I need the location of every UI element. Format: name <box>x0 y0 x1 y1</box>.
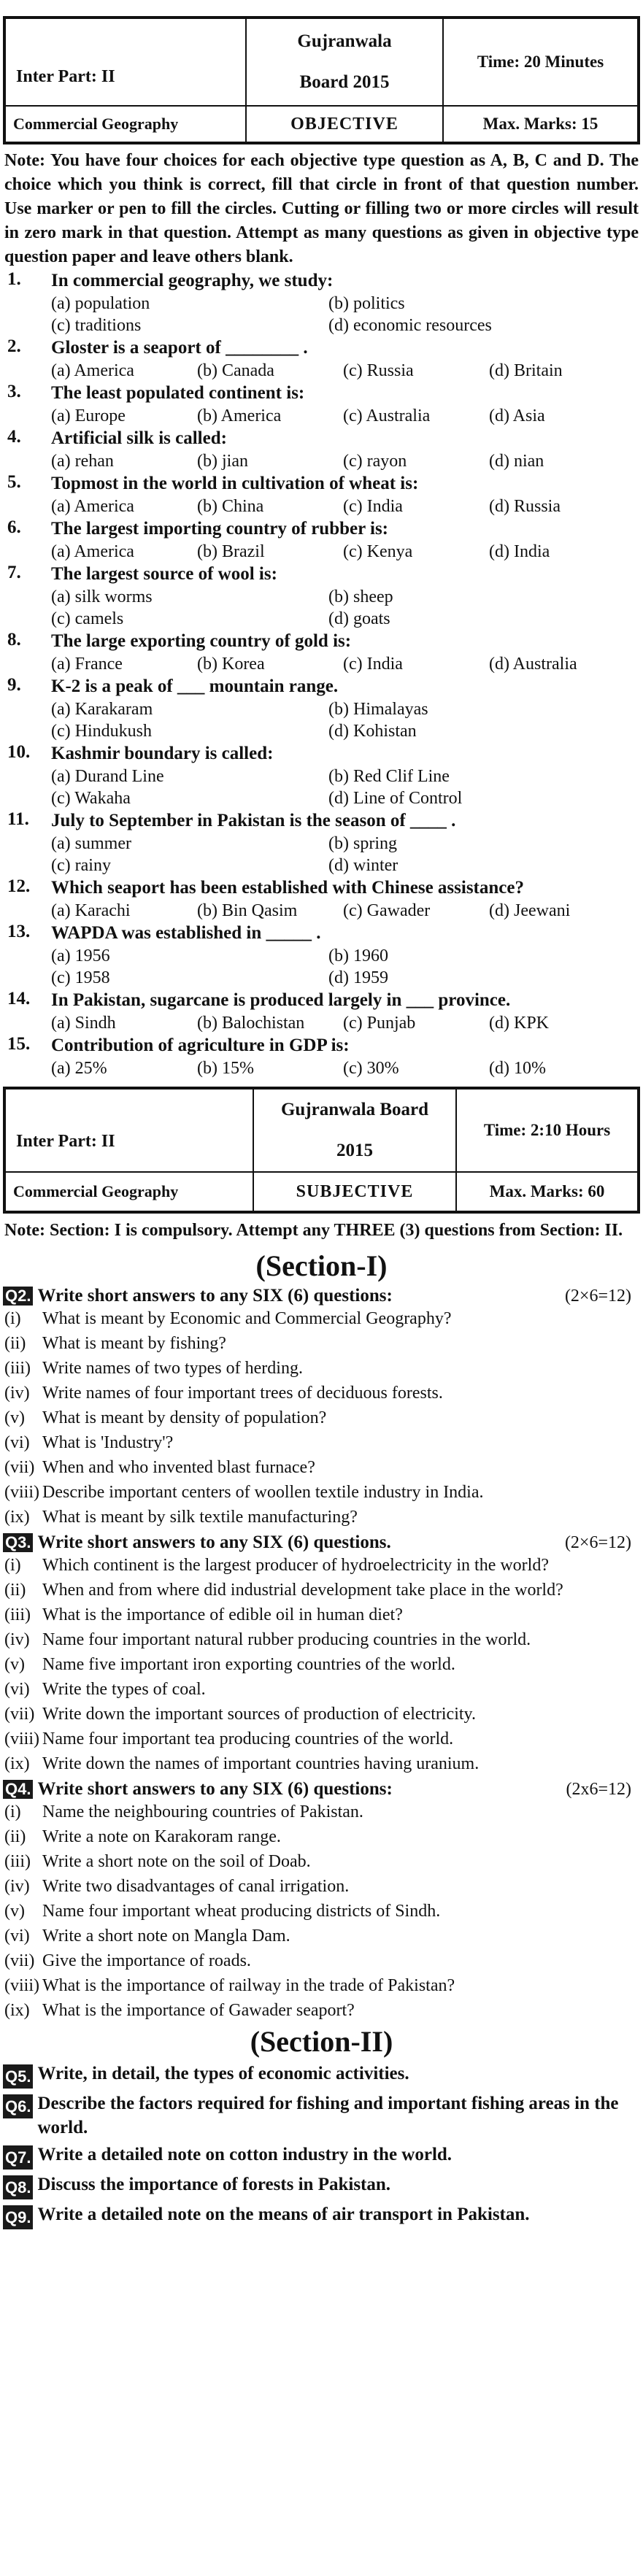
option: (a) 25% <box>51 1059 107 1078</box>
sub-question <box>3 1331 640 1356</box>
sub-question-text: Write the types of coal. <box>42 1680 206 1699</box>
option: (c) Gawader <box>343 901 431 920</box>
sub-question-text: Name four important tea producing countries of the world. <box>42 1729 454 1748</box>
sub-question-number: (iv) <box>4 1384 30 1403</box>
sub-question-text: What is meant by silk textile manufacturing? <box>42 1508 358 1527</box>
sub-question-number: (viii) <box>4 1976 39 1995</box>
question-number: 5. <box>7 472 21 492</box>
option-list <box>3 405 640 427</box>
sub-question-text: Name the neighbouring countries of Pakistan. <box>42 1802 363 1821</box>
part-label: Inter Part: II <box>5 18 246 106</box>
option: (a) rehan <box>51 452 114 471</box>
option: (b) spring <box>328 834 397 853</box>
option: (b) jian <box>197 452 248 471</box>
sub-question-number: (ii) <box>4 1334 26 1353</box>
sub-question-number: (viii) <box>4 1483 39 1502</box>
sub-question-number: (iii) <box>4 1359 31 1378</box>
option: (b) Brazil <box>197 542 265 561</box>
question-number: 12. <box>7 876 31 896</box>
long-question <box>3 2091 640 2140</box>
mcq-question <box>3 517 640 541</box>
sub-question-number: (i) <box>4 1309 21 1328</box>
question-number: 3. <box>7 382 21 401</box>
sub-question-number: (ix) <box>4 2001 30 2020</box>
sub-question-text: Describe important centers of woollen textile industry in India. <box>42 1483 484 1502</box>
time-label: Time: 20 Minutes <box>443 18 638 106</box>
sub-question-text: Name four important wheat producing districts of Sindh. <box>42 1902 441 1921</box>
sub-question <box>3 1381 640 1405</box>
sub-question <box>3 1405 640 1430</box>
question-number: 11. <box>7 809 29 829</box>
sub-question-number: (vii) <box>4 1458 35 1477</box>
option: (b) Canada <box>197 361 274 380</box>
question-text: The large exporting country of gold is: <box>51 631 352 651</box>
section-2-title: (Section-II) <box>250 2025 393 2058</box>
time-label: Time: 2:10 Hours <box>456 1089 638 1172</box>
option: (d) Kohistan <box>328 722 417 741</box>
mcq-item <box>3 1034 640 1079</box>
mcq-question <box>3 809 640 833</box>
question-text: July to September in Pakistan is the season of ____ . <box>51 811 456 830</box>
short-question-heading <box>3 1779 640 1800</box>
question-text: Which seaport has been established with Chinese assistance? <box>51 878 524 898</box>
option: (a) summer <box>51 834 131 853</box>
sub-question <box>3 1924 640 1948</box>
option: (c) Russia <box>343 361 414 380</box>
question-number: 7. <box>7 563 21 582</box>
option: (a) America <box>51 497 134 516</box>
sub-question-text: What is meant by Economic and Commercial Geography? <box>42 1309 452 1328</box>
option-list <box>3 766 640 809</box>
option: (d) Australia <box>489 655 577 674</box>
question-number: 10. <box>7 742 31 762</box>
subject-label: Commercial Geography <box>5 1172 253 1211</box>
option: (a) population <box>51 294 150 313</box>
question-number: 9. <box>7 675 21 695</box>
option: (a) Karakaram <box>51 700 153 719</box>
mcq-item <box>3 989 640 1034</box>
sub-question-number: (vi) <box>4 1433 30 1452</box>
sub-question <box>3 1356 640 1381</box>
option: (d) Russia <box>489 497 561 516</box>
question-badge: Q9. <box>3 2205 33 2229</box>
long-question-text: Write a detailed note on cotton industry in the world. <box>37 2145 453 2164</box>
sub-question-text: When and who invented blast furnace? <box>42 1458 315 1477</box>
subjective-note: Note: Section: I is compulsory. Attempt any THREE (3) questions from Section: II. <box>4 1221 623 1240</box>
question-number: 4. <box>7 427 21 447</box>
option: (c) India <box>343 655 403 674</box>
question-number: 15. <box>7 1034 31 1054</box>
short-question-block <box>3 1532 640 1776</box>
option: (d) winter <box>328 856 398 875</box>
board-line-2: 2015 <box>336 1141 373 1160</box>
short-question-title: Write short answers to any SIX (6) questions. <box>37 1532 391 1552</box>
mcq-item <box>3 269 640 336</box>
question-badge: Q6. <box>3 2094 33 2118</box>
question-number: 13. <box>7 922 31 941</box>
long-question-text: Discuss the importance of forests in Pakistan. <box>37 2175 391 2194</box>
option: (a) America <box>51 542 134 561</box>
sub-question-number: (ix) <box>4 1754 30 1773</box>
board-line-1: Gujranwala Board <box>280 1100 429 1119</box>
option: (d) 10% <box>489 1059 546 1078</box>
mcq-question <box>3 269 640 293</box>
question-number: 2. <box>7 336 21 356</box>
option: (b) Bin Qasim <box>197 901 298 920</box>
mcq-question <box>3 336 640 360</box>
option: (d) Britain <box>489 361 563 380</box>
option: (b) Red Clif Line <box>328 767 450 786</box>
sub-question-text: Name five important iron exporting countries of the world. <box>42 1655 455 1674</box>
option-list <box>3 360 640 382</box>
option-list <box>3 586 640 630</box>
option: (b) America <box>197 406 282 425</box>
option-list <box>3 900 640 922</box>
mcq-question <box>3 1034 640 1057</box>
question-text: In Pakistan, sugarcane is produced largely in ___ province. <box>51 990 511 1010</box>
option: (c) Kenya <box>343 542 413 561</box>
sub-question <box>3 1652 640 1677</box>
mcq-question <box>3 922 640 945</box>
sub-question-number: (ii) <box>4 1827 26 1846</box>
question-text: Artificial silk is called: <box>51 428 227 448</box>
long-question <box>3 2143 640 2170</box>
option: (b) 15% <box>197 1059 254 1078</box>
section-1-title: (Section-I) <box>255 1249 388 1282</box>
sub-question-text: Give the importance of roads. <box>42 1951 251 1970</box>
marks-label: (2×6=12) <box>564 1532 631 1552</box>
option: (c) Hindukush <box>51 722 152 741</box>
sub-question <box>3 1849 640 1874</box>
mcq-question <box>3 876 640 900</box>
sub-question-number: (ii) <box>4 1581 26 1600</box>
option: (c) Punjab <box>343 1014 416 1033</box>
option: (d) economic resources <box>328 316 492 335</box>
mcq-item <box>3 742 640 809</box>
mcq-question <box>3 563 640 586</box>
mcq-question <box>3 427 640 450</box>
question-badge: Q4. <box>3 1780 33 1799</box>
question-text: Topmost in the world in cultivation of wheat is: <box>51 474 419 493</box>
subjective-header <box>3 1087 640 1214</box>
question-badge: Q3. <box>3 1533 33 1552</box>
question-number: 1. <box>7 269 21 289</box>
short-question-heading <box>3 1286 640 1306</box>
sub-question <box>3 1899 640 1924</box>
question-badge: Q5. <box>3 2064 33 2089</box>
sub-question-text: When and from where did industrial development take place in the world? <box>42 1581 563 1600</box>
long-question <box>3 2062 640 2089</box>
mcq-question <box>3 742 640 766</box>
option: (d) Line of Control <box>328 789 463 808</box>
mcq-item <box>3 563 640 630</box>
sub-question-number: (vii) <box>4 1705 35 1724</box>
short-question-title: Write short answers to any SIX (6) questions: <box>37 1779 393 1799</box>
sub-question <box>3 1998 640 2023</box>
sub-question-number: (iii) <box>4 1852 31 1871</box>
option-list <box>3 1012 640 1034</box>
sub-question <box>3 1505 640 1530</box>
option-list <box>3 293 640 336</box>
option: (c) India <box>343 497 403 516</box>
mcq-question <box>3 675 640 698</box>
board-label <box>253 1089 456 1172</box>
sub-question-number: (iii) <box>4 1605 31 1624</box>
option: (c) Australia <box>343 406 431 425</box>
short-question-title: Write short answers to any SIX (6) questions: <box>37 1286 393 1306</box>
sub-question <box>3 1973 640 1998</box>
question-badge: Q2. <box>3 1287 33 1306</box>
sub-question <box>3 1430 640 1455</box>
sub-question <box>3 1306 640 1331</box>
question-text: WAPDA was established in _____ . <box>51 923 321 943</box>
sub-question-number: (vi) <box>4 1680 30 1699</box>
option: (d) nian <box>489 452 544 471</box>
max-marks-label: Max. Marks: 60 <box>456 1172 638 1211</box>
sub-question-number: (v) <box>4 1655 25 1674</box>
board-line-2: Board 2015 <box>299 72 390 92</box>
sub-question-text: What is meant by fishing? <box>42 1334 226 1353</box>
sub-question-number: (iv) <box>4 1630 30 1649</box>
option: (c) rayon <box>343 452 407 471</box>
sub-question <box>3 1603 640 1627</box>
mcq-item <box>3 517 640 563</box>
mcq-question <box>3 382 640 405</box>
question-text: The largest importing country of rubber is: <box>51 519 389 539</box>
sub-question-text: Write two disadvantages of canal irrigation. <box>42 1877 350 1896</box>
sub-question-text: Write a note on Karakoram range. <box>42 1827 281 1846</box>
part-label: Inter Part: II <box>5 1089 253 1172</box>
sub-question-text: What is the importance of edible oil in human diet? <box>42 1605 403 1624</box>
option: (c) Wakaha <box>51 789 131 808</box>
board-line-1: Gujranwala <box>297 31 392 51</box>
sub-question-text: What is the importance of railway in the trade of Pakistan? <box>42 1976 455 1995</box>
sub-question <box>3 1578 640 1603</box>
sub-question <box>3 1455 640 1480</box>
sub-question-number: (viii) <box>4 1729 39 1748</box>
sub-question <box>3 1627 640 1652</box>
mcq-item <box>3 922 640 989</box>
sub-question-text: Which continent is the largest producer of hydroelectricity in the world? <box>42 1556 549 1575</box>
sub-question-text: Write names of two types of herding. <box>42 1359 303 1378</box>
mcq-item <box>3 382 640 427</box>
sub-question <box>3 1751 640 1776</box>
option: (b) 1960 <box>328 946 388 965</box>
mcq-item <box>3 630 640 675</box>
option: (b) China <box>197 497 264 516</box>
sub-question <box>3 1480 640 1505</box>
sub-question <box>3 1800 640 1824</box>
marks-label: (2x6=12) <box>566 1779 631 1799</box>
paper-type-label: SUBJECTIVE <box>253 1172 456 1211</box>
sub-question <box>3 1874 640 1899</box>
option: (c) traditions <box>51 316 142 335</box>
option: (b) Himalayas <box>328 700 428 719</box>
max-marks-label: Max. Marks: 15 <box>443 106 638 142</box>
sub-question-text: Write a short note on the soil of Doab. <box>42 1852 311 1871</box>
mcq-item <box>3 427 640 472</box>
sub-question <box>3 1948 640 1973</box>
sub-question-text: Write a short note on Mangla Dam. <box>42 1927 290 1946</box>
sub-question-text: Write names of four important trees of deciduous forests. <box>42 1384 443 1403</box>
option: (b) Korea <box>197 655 265 674</box>
option: (a) France <box>51 655 123 674</box>
mcq-item <box>3 675 640 742</box>
subject-label: Commercial Geography <box>5 106 246 142</box>
option-list <box>3 945 640 989</box>
sub-question <box>3 1702 640 1727</box>
option: (a) silk worms <box>51 587 153 606</box>
option-list <box>3 1057 640 1079</box>
sub-question-number: (i) <box>4 1802 21 1821</box>
option: (d) KPK <box>489 1014 549 1033</box>
sub-question-number: (v) <box>4 1902 25 1921</box>
paper-type-label: OBJECTIVE <box>246 106 443 142</box>
sub-question-number: (i) <box>4 1556 21 1575</box>
question-text: Contribution of agriculture in GDP is: <box>51 1036 350 1055</box>
option: (d) Jeewani <box>489 901 571 920</box>
sub-question <box>3 1824 640 1849</box>
option: (d) 1959 <box>328 968 388 987</box>
question-number: 14. <box>7 989 31 1009</box>
short-question-heading <box>3 1532 640 1553</box>
sub-question-number: (iv) <box>4 1877 30 1896</box>
short-question-block <box>3 1286 640 1530</box>
question-badge: Q7. <box>3 2145 33 2170</box>
sub-question <box>3 1677 640 1702</box>
question-text: Gloster is a seaport of ________ . <box>51 338 308 358</box>
mcq-item <box>3 876 640 922</box>
sub-question-text: Write down the important sources of production of electricity. <box>42 1705 476 1724</box>
option: (a) Durand Line <box>51 767 164 786</box>
option-list <box>3 541 640 563</box>
option: (c) 1958 <box>51 968 110 987</box>
option: (a) Sindh <box>51 1014 116 1033</box>
mcq-question <box>3 472 640 495</box>
sub-question-number: (vi) <box>4 1927 30 1946</box>
question-text: K-2 is a peak of ___ mountain range. <box>51 676 339 696</box>
question-text: In commercial geography, we study: <box>51 271 334 290</box>
option: (b) sheep <box>328 587 393 606</box>
exam-paper <box>0 16 643 2576</box>
option-list <box>3 698 640 742</box>
sub-question <box>3 1727 640 1751</box>
option: (d) India <box>489 542 550 561</box>
sub-question <box>3 1553 640 1578</box>
option: (a) Karachi <box>51 901 131 920</box>
short-question-block <box>3 1779 640 2023</box>
mcq-question <box>3 989 640 1012</box>
question-number: 6. <box>7 517 21 537</box>
sub-question-number: (vii) <box>4 1951 35 1970</box>
option-list <box>3 833 640 876</box>
question-text: The largest source of wool is: <box>51 564 277 584</box>
option: (b) politics <box>328 294 405 313</box>
long-question <box>3 2172 640 2199</box>
option: (a) America <box>51 361 134 380</box>
sub-question-text: Name four important natural rubber producing countries in the world. <box>42 1630 531 1649</box>
long-question-text: Write a detailed note on the means of air transport in Pakistan. <box>37 2205 530 2224</box>
question-text: Kashmir boundary is called: <box>51 744 274 763</box>
long-question-text: Write, in detail, the types of economic activities. <box>37 2064 409 2083</box>
sub-question-text: What is 'Industry'? <box>42 1433 174 1452</box>
option: (c) camels <box>51 609 124 628</box>
objective-header <box>3 16 640 144</box>
sub-question-text: What is the importance of Gawader seaport? <box>42 2001 355 2020</box>
long-question-text: Describe the factors required for fishing and important fishing areas in the world. <box>37 2094 619 2137</box>
short-questions <box>3 1286 640 2023</box>
long-questions <box>3 2062 640 2229</box>
question-number: 8. <box>7 630 21 649</box>
objective-note: Note: You have four choices for each objective type question as A, B, C and D. The choice which you think is correct, fill that circle in front of that question number. Use marker or pen to fill the circles. Cutting or filling two or more circles will result in zero mark in that question. Attempt as many questions as given in objective type question paper and leave others blank. <box>4 151 639 266</box>
option: (c) 30% <box>343 1059 399 1078</box>
mcq-item <box>3 472 640 517</box>
sub-question-number: (ix) <box>4 1508 30 1527</box>
option: (d) Asia <box>489 406 545 425</box>
mcq-list <box>3 269 640 1079</box>
option: (b) Balochistan <box>197 1014 305 1033</box>
mcq-question <box>3 630 640 653</box>
marks-label: (2×6=12) <box>564 1286 631 1306</box>
mcq-item <box>3 336 640 382</box>
sub-question-text: Write down the names of important countries having uranium. <box>42 1754 480 1773</box>
option: (d) goats <box>328 609 390 628</box>
option: (a) 1956 <box>51 946 110 965</box>
option-list <box>3 495 640 517</box>
question-badge: Q8. <box>3 2175 33 2199</box>
board-label <box>246 18 443 106</box>
option-list <box>3 653 640 675</box>
option-list <box>3 450 640 472</box>
question-text: The least populated continent is: <box>51 383 305 403</box>
option: (a) Europe <box>51 406 126 425</box>
mcq-item <box>3 809 640 876</box>
sub-question-text: What is meant by density of population? <box>42 1408 327 1427</box>
option: (c) rainy <box>51 856 111 875</box>
sub-question-number: (v) <box>4 1408 25 1427</box>
long-question <box>3 2202 640 2229</box>
